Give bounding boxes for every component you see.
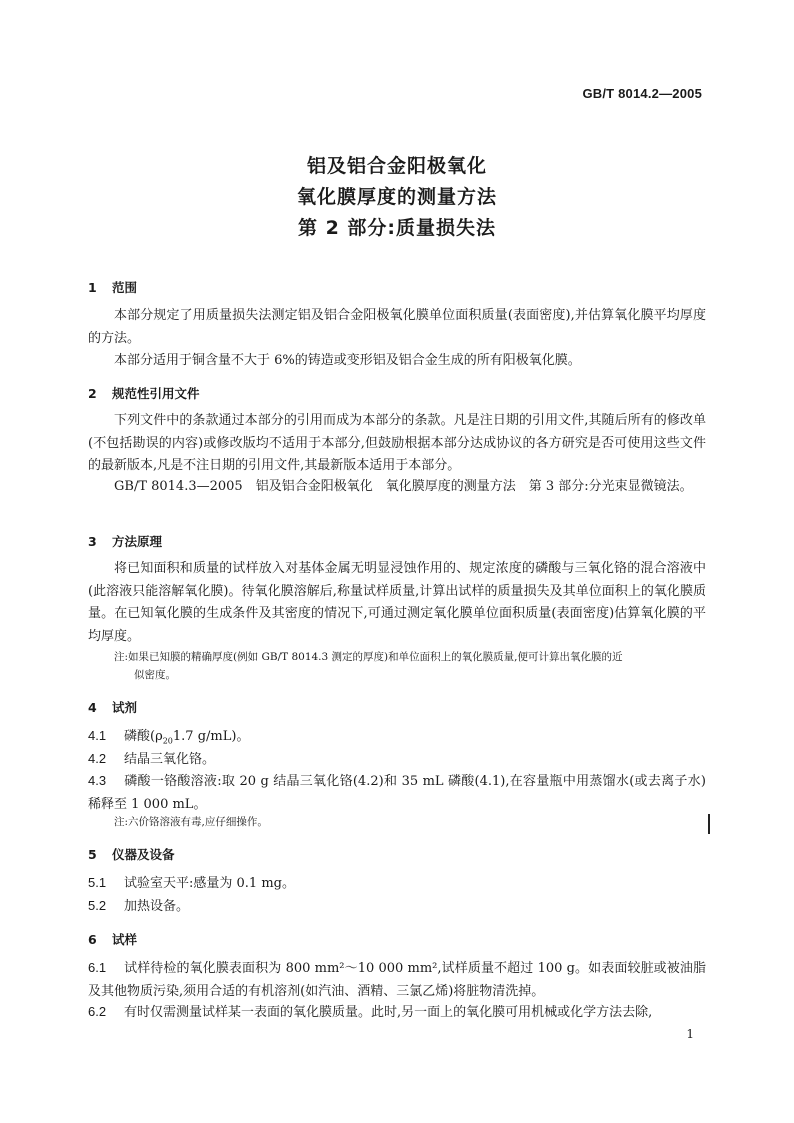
section-title: 试剂 (112, 700, 138, 715)
section-number: 6 (88, 932, 97, 947)
section-title: 仪器及设备 (112, 847, 175, 862)
section-number: 1 (88, 280, 97, 295)
item-number: 6.1 (88, 960, 107, 975)
section-1-heading (88, 278, 137, 296)
section-title: 规范性引用文件 (112, 386, 200, 401)
section-5-heading (88, 845, 175, 863)
section-number: 5 (88, 847, 97, 862)
item-6-1: 6.1 试样待检的氧化膜表面积为 800 mm²～10 000 mm²,试样质量不超过 100 g。如表面较脏或被油脂及其他物质污染,须用合适的有机溶剂(如汽油、酒精、三氯乙烯)将脏物清洗掉。 (88, 957, 706, 1003)
item-5-2: 5.2 加热设备。 (88, 895, 706, 919)
section-3-note (114, 648, 706, 684)
section-number: 2 (88, 386, 97, 401)
item-number: 4.1 (88, 728, 107, 743)
section-title: 方法原理 (112, 534, 163, 549)
item-number: 5.2 (88, 898, 107, 913)
item-number: 4.2 (88, 751, 107, 766)
section-3-para-1: 将已知面积和质量的试样放入对基体金属无明显浸蚀作用的、规定浓度的磷酸与三氧化铬的混合溶液中(此溶液只能溶解氧化膜)。待氧化膜溶解后,称量试样质量,计算出试样的质量损失及其单位面积上的氧化膜质量。在已知氧化膜的生成条件及其密度的情况下,可通过测定氧化膜单位面积质量(表面密度)估算氧化膜的平均厚度。 (88, 561, 706, 644)
item-number: 4.3 (88, 773, 107, 788)
item-number: 6.2 (88, 1004, 107, 1019)
section-4-note: 注:六价铬溶液有毒,应仔细操作。 (114, 816, 268, 828)
title-line-2: 氧化膜厚度的测量方法 (296, 186, 497, 208)
section-3-heading (88, 532, 162, 550)
text-cursor-mark (708, 814, 710, 834)
title-line-3: 第 2 部分:质量损失法 (297, 217, 497, 239)
section-2-heading (88, 384, 200, 402)
item-5-1: 5.1 试验室天平:感量为 0.1 mg。 (88, 872, 706, 896)
section-2-para-2: GB/T 8014.3—2005 铝及铝合金阳极氧化 氧化膜厚度的测量方法 第 3 部分:分光束显微镜法。 (114, 479, 693, 494)
standard-number: GB/T 8014.2—2005 (582, 86, 702, 101)
section-1-para-2: 本部分适用于铜含量不大于 6%的铸造或变形铝及铝合金生成的所有阳极氧化膜。 (114, 353, 581, 368)
item-4-3: 4.3 磷酸一铬酸溶液:取 20 g 结晶三氧化铬(4.2)和 35 mL 磷酸(4.1),在容量瓶中用蒸馏水(或去离子水)稀释至 1 000 mL。 (88, 770, 706, 816)
item-4-2: 4.2 结晶三氧化铬。 (88, 748, 706, 772)
section-title: 范围 (112, 280, 138, 295)
section-number: 4 (88, 700, 97, 715)
title-line-1: 铝及铝合金阳极氧化 (306, 155, 487, 177)
section-title: 试样 (112, 932, 138, 947)
note-line-2: 似密度。 (134, 669, 176, 681)
item-6-2: 6.2 有时仅需测量试样某一表面的氧化膜质量。此时,另一面上的氧化膜可用机械或化学方法去除, (88, 1001, 706, 1025)
section-2-para-1: 下列文件中的条款通过本部分的引用而成为本部分的条款。凡是注日期的引用文件,其随后所有的修改单(不包括勘误的内容)或修改版均不适用于本部分,但鼓励根据本部分达成协议的各方研究是否可使用这些文件的最新版本,凡是不注日期的引用文件,其最新版本适用于本部分。 (88, 413, 706, 473)
page-number: 1 (686, 1027, 694, 1041)
item-4-1: 4.1 磷酸($\rho_{20}1.7$ g/mL)。 (88, 725, 706, 753)
section-6-heading (88, 930, 137, 948)
section-4-heading (88, 698, 137, 716)
section-number: 3 (88, 534, 97, 549)
item-number: 5.1 (88, 875, 107, 890)
note-line-1: 注:如果已知膜的精确厚度(例如 GB/T 8014.3 测定的厚度)和单位面积上的氧化膜质量,便可计算出氧化膜的近 (114, 651, 623, 663)
section-1-para-1: 本部分规定了用质量损失法测定铝及铝合金阳极氧化膜单位面积质量(表面密度),并估算氧化膜平均厚度的方法。 (88, 308, 706, 346)
